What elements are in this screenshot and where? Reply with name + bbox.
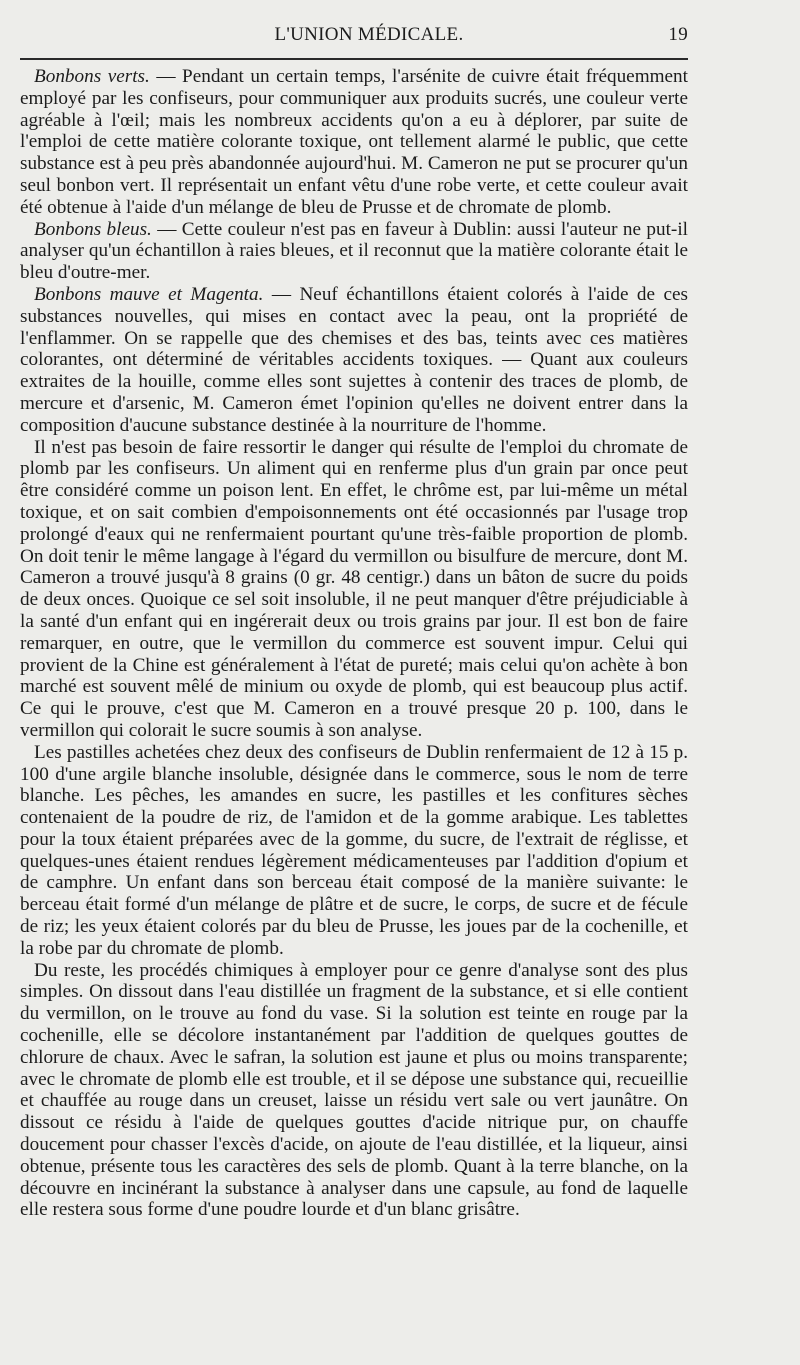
paragraph-chromate (20, 437, 688, 742)
paragraph-text: — Pendant un certain temps, l'arsénite de cuivre était fréquemment employé par les confiseurs, pour communiquer aux produits sucrés, une couleur verte agréable à l'œil; mais les nombreux accidents qu'on a eu à déplorer, par suite de l'emploi de cette matière colorante toxique, ont tellement alarmé le public, que cette substance est à peu près abandonnée aujourd'hui. M. Cameron ne put se procurer qu'un seul bonbon vert. Il représentait un enfant vêtu d'une robe verte, et cette couleur avait été obtenue à l'aide d'un mélange de bleu de Prusse et de chromate de plomb. (20, 66, 688, 218)
paragraph-bonbons-mauve (20, 284, 688, 437)
paragraph-text: Il n'est pas besoin de faire ressortir le danger qui résulte de l'emploi du chromate de plomb par les confiseurs. Un aliment qui en renferme plus d'un grain par once peut être considéré comme un poison lent. En effet, le chrôme est, par lui-même un métal toxique, et on sait combien d'empoisonnements ont été occasionnés par l'usage trop prolongé d'eaux qui ne renfermaient pourtant qu'une très-faible proportion de plomb. On doit tenir le même langage à l'égard du vermillon ou bisulfure de mercure, dont M. Cameron a trouvé jusqu'à 8 grains (0 gr. 48 centigr.) dans un bâton de sucre du poids de deux onces. Quoique ce sel soit insoluble, il ne peut manquer d'être préjudiciable à la santé d'un enfant qui en ingérerait deux ou trois grains par jour. Il est bon de faire remarquer, en outre, que le vermillon du commerce est souvent impur. Celui qui provient de la Chine est généralement à l'état de pureté; mais celui qu'on achète à bon marché est souvent mêlé de minium ou oxyde de plomb, qui est beaucoup plus actif. Ce qui le prouve, c'est que M. Cameron en a trouvé presque 20 p. 100, dans le vermillon qui colorait le sucre soumis à son analyse. (20, 436, 688, 741)
paragraph-procedes (20, 960, 688, 1222)
paragraph-bonbons-verts (20, 66, 688, 219)
paragraph-text: — Cette couleur n'est pas en faveur à Dublin: aussi l'auteur ne put-il analyser qu'un échantillon à raies bleues, et il reconnut que la matière colorante était le bleu d'outre-mer. (20, 218, 688, 284)
paragraph-text: Du reste, les procédés chimiques à employer pour ce genre d'analyse sont des plus simples. On dissout dans l'eau distillée un fragment de la substance, et si elle contient du vermillon, on le trouve au fond du vase. Si la solution est teinte en rouge par la cochenille, elle se décolore instantanément par l'addition de quelques gouttes de chlorure de chaux. Avec le safran, la solution est jaune et plus ou moins transparente; avec le chromate de plomb elle est trouble, et il se dépose une substance qui, recueillie et chauffée au rouge dans un creuset, laisse un résidu vert sale ou vert jaunâtre. On dissout ce résidu à l'aide de quelques gouttes d'acide nitrique pur, on chauffe doucement pour chasser l'excès d'acide, on ajoute de l'eau distillée, et la liqueur, ainsi obtenue, présente tous les caractères des sels de plomb. Quant à la terre blanche, on la découvre en incinérant la substance à analyser dans une capsule, au fond de laquelle elle restera sous forme d'une poudre lourde et d'un blanc grisâtre. (20, 959, 688, 1221)
page-number: 19 (668, 24, 688, 45)
paragraph-bonbons-bleus (20, 219, 688, 284)
paragraph-lead: Bonbons mauve et Magenta. (34, 283, 264, 305)
paragraph-text: — Neuf échantillons étaient colorés à l'aide de ces substances nouvelles, qui mises en contact avec la peau, ont la propriété de l'enflammer. On se rappelle que des chemises et des bas, teints avec ces matières colorantes, ont déterminé de véritables accidents toxiques. — Quant aux couleurs extraites de la houille, comme elles sont sujettes à contenir des traces de plomb, de mercure et d'arsenic, M. Cameron émet l'opinion qu'elles ne doivent entrer dans la composition d'aucune substance destinée à la nourriture de l'homme. (20, 283, 688, 436)
header-rule (20, 58, 688, 60)
article-body (20, 66, 688, 1221)
paragraph-pastilles (20, 742, 688, 960)
paragraph-text: Les pastilles achetées chez deux des confiseurs de Dublin renfermaient de 12 à 15 p. 100 d'une argile blanche insoluble, désignée dans le commerce, sous le nom de terre blanche. Les pêches, les amandes en sucre, les pastilles et les confitures sèches contenaient de la poudre de riz, de l'amidon et de la gomme arabique. Les tablettes pour la toux étaient préparées avec de la gomme, du sucre, de l'extrait de réglisse, et quelques-unes étaient rendues légèrement médicamenteuses par l'addition d'opium et de camphre. Un enfant dans son berceau était composé de la manière suivante: le berceau était formé d'un mélange de plâtre et de sucre, le corps, de sucre et de fécule de riz; les yeux étaient colorés par du bleu de Prusse, les joues par de la cochenille, et la robe par du chromate de plomb. (20, 741, 688, 959)
running-header (20, 22, 688, 54)
paragraph-lead: Bonbons bleus. (34, 218, 152, 240)
paragraph-lead: Bonbons verts. (34, 66, 150, 87)
journal-title: L'UNION MÉDICALE. (274, 24, 464, 45)
